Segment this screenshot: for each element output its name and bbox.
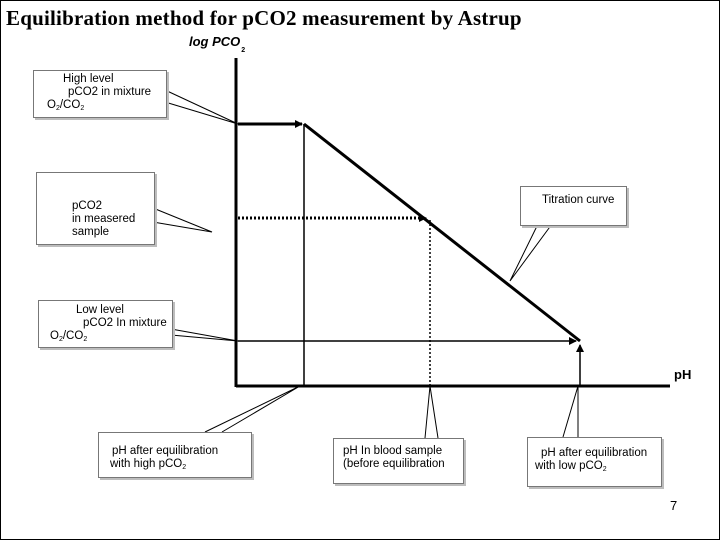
ph-blood-line2: (before equilibration (343, 458, 445, 470)
low-level-callout (38, 300, 173, 348)
ph-high-line1: pH after equilibration (112, 445, 219, 457)
ph-high-line2-sub: 2 (182, 464, 187, 471)
low-level-line3-co: /CO (62, 330, 84, 342)
high-level-callout (33, 70, 167, 118)
low-level-line3-sub2: 2 (83, 336, 88, 343)
low-level-line3 (39, 330, 172, 346)
ph-low-line2 (528, 460, 661, 476)
high-level-pointer (165, 90, 238, 124)
high-level-line1: High level (63, 73, 114, 85)
measured-line2: in measered (72, 213, 136, 225)
x-axis-label: pH (674, 367, 692, 382)
high-level-line3-o: O (47, 99, 56, 111)
low-level-line3-o: O (50, 330, 59, 342)
ph-high-pointer (205, 386, 300, 432)
titration-pointer (510, 224, 552, 281)
high-level-line3 (34, 99, 166, 115)
low-level-line1: Low level (76, 304, 124, 316)
ph-blood-pointer (425, 386, 438, 438)
titration-callout (520, 186, 627, 226)
slide-title: Equilibration method for pCO2 measurement by Astrup (6, 6, 522, 30)
ph-blood-line1: pH In blood sample (343, 445, 443, 457)
y-axis-label-subscript: 2 (241, 47, 246, 54)
ph-high-callout (98, 432, 252, 478)
ph-low-pointer (563, 386, 578, 437)
high-level-line3-co: /CO (59, 99, 81, 111)
high-level-line3-sub2: 2 (80, 105, 85, 112)
ph-high-line2 (99, 458, 251, 474)
ph-low-line2-text: with low pCO (535, 460, 603, 472)
ph-high-line2-text: with high pCO (110, 458, 183, 470)
low-level-line2: pCO2 In mixture (83, 317, 167, 329)
titration-label: Titration curve (542, 194, 615, 206)
ph-blood-callout (333, 438, 464, 484)
ph-low-line1: pH after equilibration (541, 447, 648, 459)
ph-low-callout (527, 437, 662, 487)
low-level-line3-sub1: 2 (58, 336, 63, 343)
measured-line3: sample (72, 226, 110, 238)
high-level-line3-sub1: 2 (55, 105, 60, 112)
measured-callout (36, 172, 155, 245)
low-level-pointer (171, 329, 238, 341)
measured-line1: pCO2 (72, 200, 103, 212)
measured-pointer (153, 208, 212, 232)
high-level-line2: pCO2 in mixture (68, 86, 152, 98)
page-number: 7 (670, 498, 678, 513)
y-axis-label-text: log PCO (189, 34, 241, 49)
ph-low-line2-sub: 2 (602, 466, 607, 473)
